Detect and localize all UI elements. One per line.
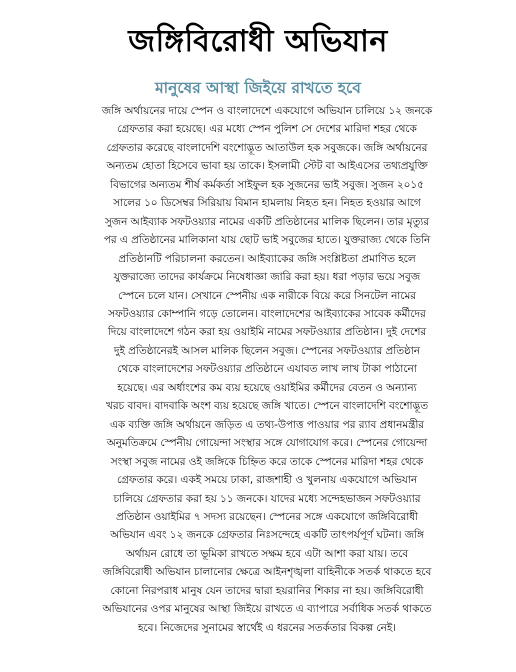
article-line: অর্থায়ন রোধে তা ভূমিকা রাখতে সক্ষম হবে এটা আশা করা যায়। তবে bbox=[125, 547, 409, 560]
article-line: যুক্তরাজ্যে তাদের কার্যক্রমে নিষেধাজ্ঞা জারি করা হয়। ধরা পড়ার ভয়ে সবুজ bbox=[113, 271, 421, 284]
article-line: দুই প্রতিষ্ঠানেরই আসল মালিক ছিলেন সবুজ। স্পেনের সফটওয়্যার প্রতিষ্ঠান bbox=[114, 344, 420, 357]
article-line: স্পেনে চলে যান। সেখানে স্পেনীয় এক নারীকে বিয়ে করে সিনটেল নামের bbox=[118, 289, 416, 302]
article-line: প্রতিষ্ঠানটি পরিচালনা করতেন। আইব্যাকের জঙ্গি সংশ্লিষ্টতা প্রমাণিত হলে bbox=[118, 252, 416, 265]
article-line: সফটওয়্যার কোম্পানি গড়ে তোলেন। বাংলাদেশের আইব্যাকের সাবেক কর্মীদের bbox=[108, 307, 426, 320]
article-subheadline: মানুষের আস্থা জিইয়ে রাখতে হবে bbox=[155, 79, 361, 97]
article-line: থেকে বাংলাদেশের সফটওয়্যার প্রতিষ্ঠানে এযাবত লাখ লাখ টাকা পাঠানো bbox=[117, 363, 417, 376]
article-line: দিয়ে বাংলাদেশে গঠন করা হয় ওয়াইমি নামের সফটওয়্যার প্রতিষ্ঠান। দুই দেশের bbox=[107, 326, 427, 339]
article-line: সুজন আইব্যাক সফটওয়্যার নামের একটি প্রতিষ্ঠানের মালিক ছিলেন। তার মৃত্যুর bbox=[104, 215, 430, 228]
article-line: হয়েছে। এর অর্ধাংশের কম ব্যয় হয়েছে ওয়াইমির কর্মীদের বেতন ও অন্যান্য bbox=[117, 381, 417, 394]
article-line: অভিযানের ওপর মানুষের আস্থা জিইয়ে রাখতে এ ব্যাপারে সর্বাধিক সতর্ক থাকতে bbox=[102, 603, 432, 616]
article-line: কোনো নিরপরাধ মানুষ যেন তাদের দ্বারা হয়রানির শিকার না হয়। জঙ্গিবিরোধী bbox=[110, 584, 424, 597]
article-line: প্রতিষ্ঠান ওয়াইমির ৭ সদস্য রয়েছেন। স্পেনের সঙ্গে একযোগে জঙ্গিবিরোধী bbox=[115, 510, 419, 523]
article-line: জঙ্গিবিরোধী অভিযান চালানোর ক্ষেত্রে আইনশৃঙ্খলা বাহিনীকে সতর্ক থাকতে হবে bbox=[102, 566, 432, 579]
article-line: সালের ১০ ডিসেম্বর সিরিয়ায় বিমান হামলায় নিহত হন। নিহত হওয়ার আগে bbox=[113, 197, 421, 210]
article-line: পর এ প্রতিষ্ঠানের মালিকানা যায় ছোট ভাই সবুজের হাতে। যুক্তরাজ্য থেকে তিনি bbox=[103, 234, 431, 247]
article-line: অভিযান এবং ১২ জনকে গ্রেফতার নিঃসন্দেহে একটি তাৎপর্যপূর্ণ ঘটনা। জঙ্গি bbox=[110, 529, 424, 542]
article-line: অন্যতম হোতা হিসেবে ভাবা হয় তাকে। ইসলামী স্টেট বা আইএসের তথ্যপ্রযুক্তি bbox=[106, 160, 428, 173]
article-line: খরচ বাবদ। বাদবাকি অংশ ব্যয় হয়েছে জঙ্গি খাতে। স্পেনে বাংলাদেশি বংশোদ্ভূত bbox=[106, 400, 428, 413]
article-line: এক ব্যক্তি জঙ্গি অর্থায়নে জড়িত এ তথ্য-উপাত্ত পাওয়ার পর র‍্যাব প্রধানমন্ত্রীর bbox=[109, 418, 425, 431]
article-headline: জঙ্গিবিরোধী অভিযান bbox=[128, 24, 388, 59]
article-line: বিভাগের অন্যতম শীর্ষ কর্মকর্তা সাইফুল হক সুজনের ভাই সবুজ। সুজন ২০১৫ bbox=[110, 178, 424, 191]
article-line: সংস্থা সবুজ নামের ওই জঙ্গিকে চিহ্নিত করে তাকে স্পেনের মারিদা শহর থেকে bbox=[110, 455, 424, 468]
article-line: চালিয়ে গ্রেফতার করা হয় ১১ জনকে। যাদের মধ্যে সন্দেহভাজন সফটওয়্যার bbox=[113, 492, 421, 505]
article-line: হবে। নিজেদের সুনামের স্বার্থেই এ ধরনের সতর্কতার বিকল্প নেই। bbox=[138, 621, 396, 634]
article-line: অনুমতিক্রমে স্পেনীয় গোয়েন্দা সংস্থার সঙ্গে যোগাযোগ করে। স্পেনের গোয়েন্দা bbox=[106, 437, 428, 450]
article-line: গ্রেফতার করেছে বাংলাদেশি বংশোদ্ভূত আতাউল হক সবুজকে। জঙ্গি অর্থায়নের bbox=[106, 141, 428, 154]
article-line: গ্রেফতার করা হয়েছে। এর মধ্যে স্পেন পুলিশ সে দেশের মারিদা শহর থেকে bbox=[117, 123, 417, 136]
article-body bbox=[36, 102, 498, 670]
article-line: জঙ্গি অর্থায়নের দায়ে স্পেন ও বাংলাদেশে একযোগে অভিযান চালিয়ে ১২ জনকে bbox=[101, 105, 433, 117]
clipped-top-edge bbox=[0, 0, 516, 4]
article-line: গ্রেফতার করে। একই সময়ে ঢাকা, রাজশাহী ও খুলনায় একযোগে অভিযান bbox=[116, 474, 418, 487]
